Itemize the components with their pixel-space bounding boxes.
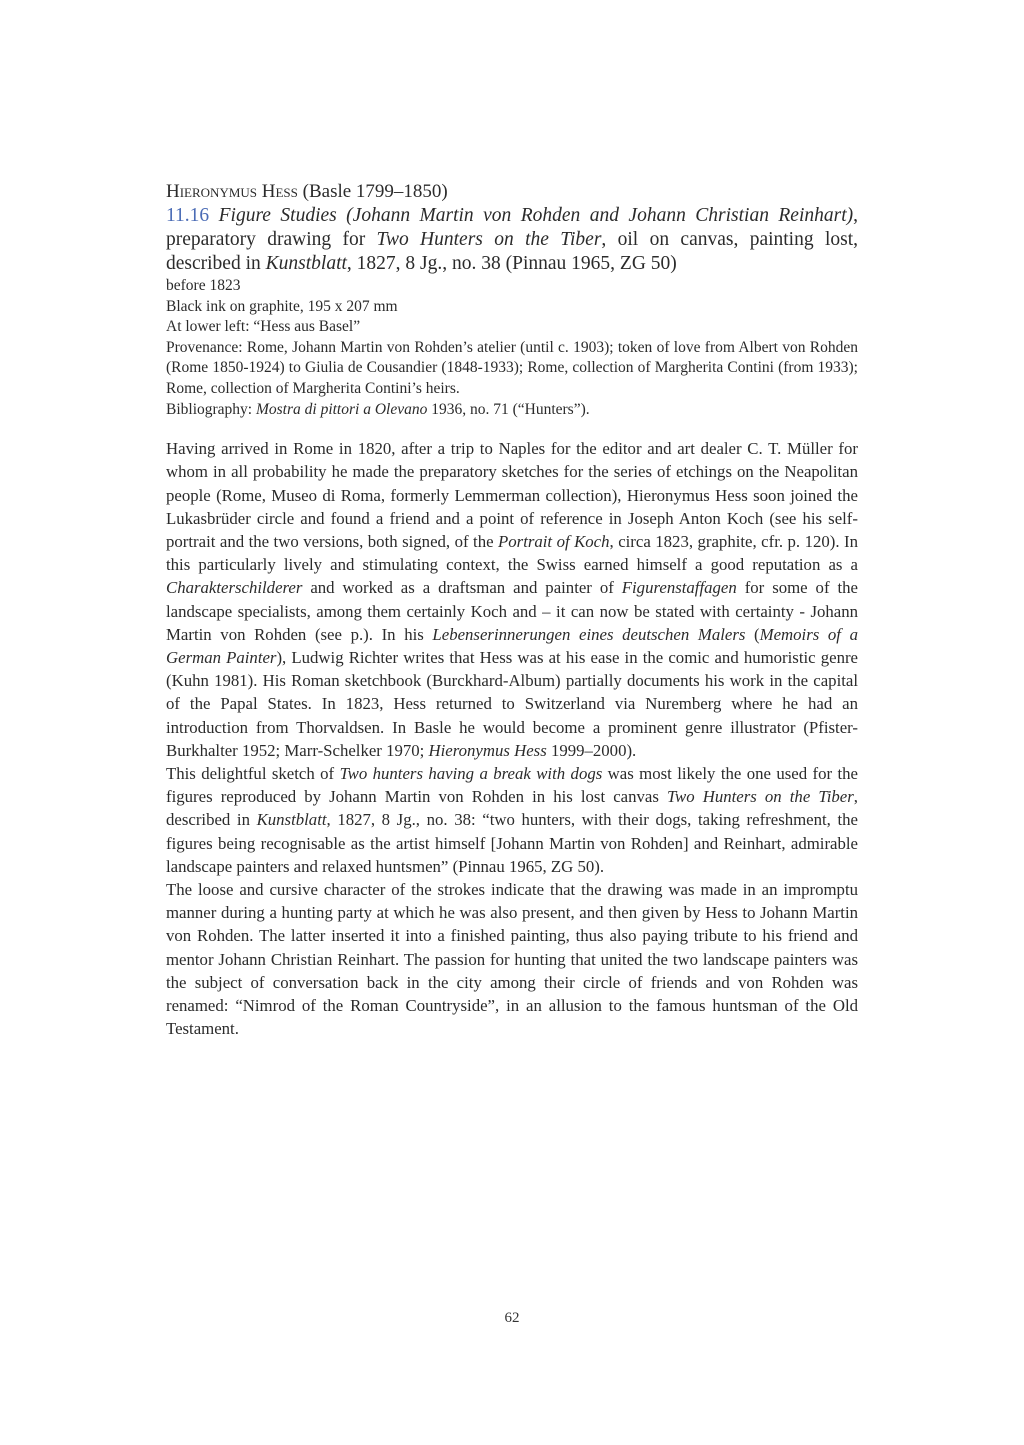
text-run: ), Ludwig Richter writes that Hess was at his ease in the comic and humoristic genre (Kuhn 1981). His Roman sketchbook (Burckhard-Album) partially documents his work in the capital of the Papal States. In 1823, Hess returned to Switzerland via Nuremberg where he had an introduction from Thorvaldsen. In Basle he would become a prominent genre illustrator (Pfister-Burkhalter 1952; Marr-Schelker 1970;	[166, 647, 858, 760]
spacer	[166, 420, 858, 437]
entry-date: before 1823	[166, 277, 241, 294]
italic-run: Hieronymus Hess	[428, 740, 547, 760]
bibliography-title: Mostra di pittori a Olevano	[255, 400, 428, 418]
italic-run: Lebenserinnerungen eines deutschen Malers	[432, 624, 746, 644]
text-run: This delightful sketch of	[166, 764, 340, 783]
title-text: , 1827, 8 Jg., no. 38 (Pinnau 1965, ZG 50)	[346, 253, 677, 274]
body-paragraph-2	[166, 762, 858, 878]
title-text: , preparatory drawing for	[166, 205, 859, 250]
artist-name: Hieronymus Hess	[166, 181, 298, 202]
text-run: (	[745, 624, 760, 644]
text-run: Having arrived in Rome in 1820, after a trip to Naples for the editor and art dealer C. T. Müller for whom in all probability he made the preparatory sketches for the series of etchings on the Neapolitan people (Rome, Museo di Roma, formerly Lemmerman collection), Hieronymus Hess soon joined the Lukasbrüder circle and found a friend and a point of reference in Joseph Anton Koch (see his self-portrait and the two versions, both signed, of the	[166, 439, 858, 551]
text-run: for some of the landscape specialists, among them certainly Koch and – it can now be stated with certainty - Johann Martin von Rohden (see p.). In his	[166, 578, 858, 644]
artist-heading	[166, 180, 858, 204]
italic-run: Two Hunters on the Tiber	[666, 787, 854, 807]
text-run: was most likely the one used for the figures reproduced by Johann Martin von Rohden in his lost canvas	[166, 764, 859, 807]
body-paragraph-1	[166, 437, 858, 762]
entry-inscription: At lower left: “Hess aus Basel”	[166, 318, 361, 336]
work-title: Figure Studies (Johann Martin von Rohden and Johann Christian Reinhart)	[218, 205, 854, 226]
bibliography-label: Bibliography:	[166, 400, 256, 418]
italic-run: Memoirs of a German Painter	[166, 624, 858, 667]
body-paragraph-3: The loose and cursive character of the strokes indicate that the drawing was made in an impromptu manner during a hunting party at which he was also present, and then given by Hess to Johann Martin von Rohden. The latter inserted it into a finished painting, thus also paying tribute to his friend and mentor Johann Christian Reinhart. The passion for hunting that united the two landscape painters was the subject of conversation back in the city among their circle of friends and von Rohden was renamed: “Nimrod of the Roman Countryside”, in an allusion to the famous huntsman of the Old Testament.	[166, 880, 858, 1039]
title-text: , oil on canvas, painting lost, described in	[166, 229, 858, 274]
italic-run: Figurenstaffagen	[621, 578, 737, 598]
catalogue-page	[166, 180, 858, 1040]
text-run: , circa 1823, graphite, cfr. p. 120). In this particularly lively and stimulating context, the Swiss earned himself a good reputation as a	[166, 531, 858, 575]
related-work-title: Two Hunters on the Tiber	[376, 229, 602, 250]
text-run: and worked as a draftsman and painter of	[302, 578, 622, 598]
entry-bibliography	[166, 400, 858, 421]
italic-run: Portrait of Koch	[498, 531, 610, 551]
text-run: , described in	[166, 787, 858, 830]
page-number: 62	[504, 1310, 520, 1326]
text-run: 1999–2000).	[546, 740, 637, 760]
artist-dates: (Basle 1799–1850)	[302, 181, 448, 202]
bibliography-detail: 1936, no. 71 (“Hunters”).	[427, 400, 590, 418]
entry-medium: Black ink on graphite, 195 x 207 mm	[166, 297, 398, 315]
entry-provenance: Provenance: Rome, Johann Martin von Rohden’s atelier (until c. 1903); token of love from Albert von Rohden (Rome 1850-1924) to Giulia de Cousandier (1848-1933); Rome, collection of Margherita Contini (from 1933); Rome, collection of Margherita Contini’s heirs.	[166, 338, 858, 397]
italic-run: Charakterschilderer	[166, 578, 303, 598]
entry-title	[166, 204, 858, 276]
italic-run: Kunstblatt	[256, 810, 327, 830]
journal-title: Kunstblatt	[265, 253, 347, 274]
text-run: , 1827, 8 Jg., no. 38: “two hunters, with their dogs, taking refreshment, the figures being recognisable as the artist himself [Johann Martin von Rohden] and Reinhart, admirable landscape painters and relaxed huntsmen” (Pinnau 1965, ZG 50).	[166, 810, 858, 876]
italic-run: Two hunters having a break with dogs	[339, 764, 603, 783]
catalogue-number: 11.16	[166, 205, 210, 226]
